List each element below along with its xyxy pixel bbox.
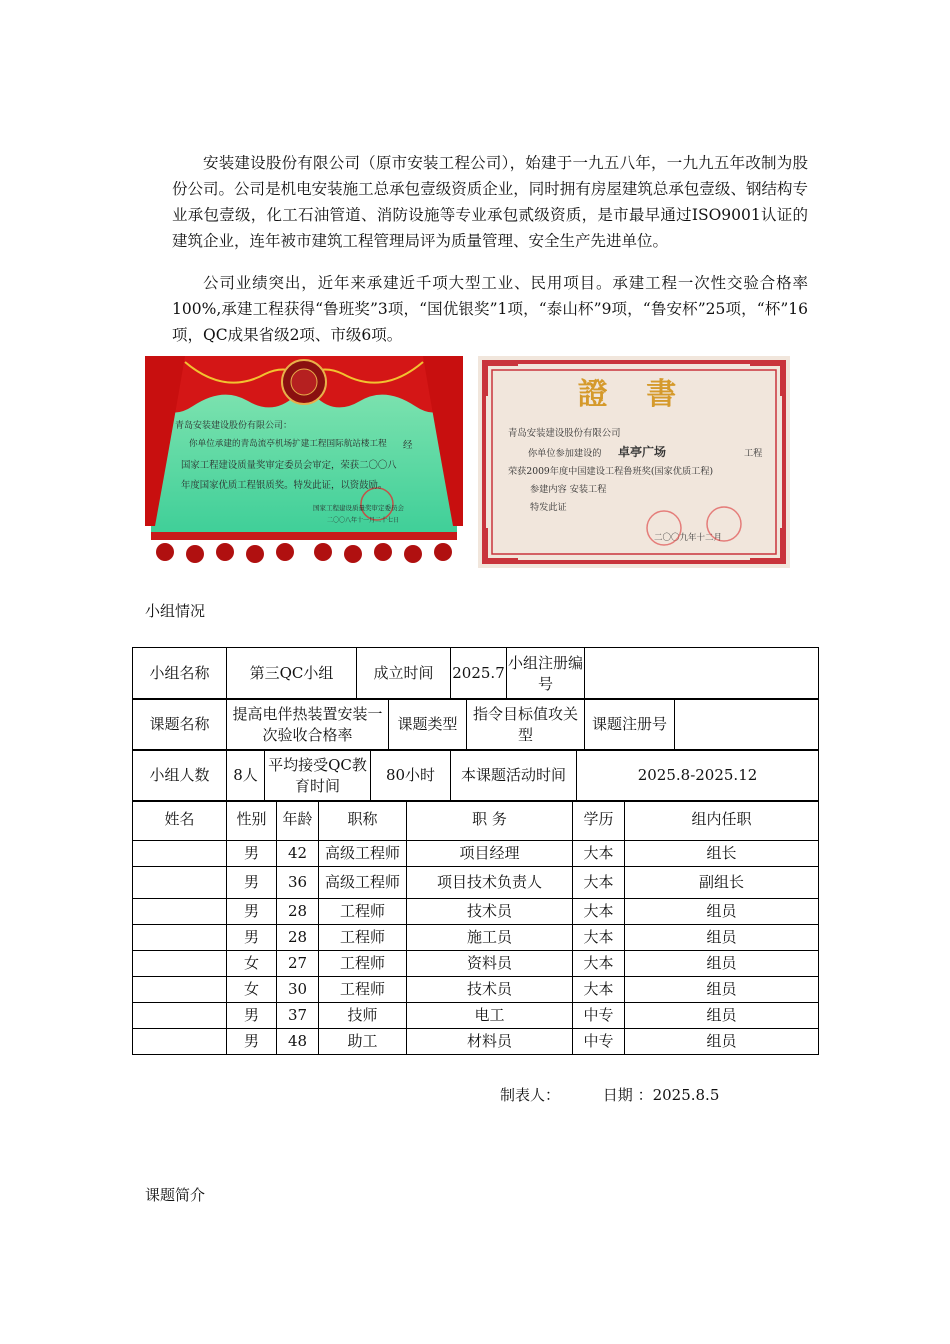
table-row <box>133 841 819 867</box>
member-title: 高级工程师 <box>319 841 407 867</box>
table-row <box>133 925 819 951</box>
table-row <box>133 977 819 1003</box>
member-position: 施工员 <box>407 925 573 951</box>
member-gender: 女 <box>227 977 277 1003</box>
member-role: 副组长 <box>625 867 819 899</box>
member-title: 助工 <box>319 1029 407 1055</box>
group-info-row-2 <box>132 698 819 751</box>
group-reg-value <box>585 648 819 700</box>
member-education: 大本 <box>573 899 625 925</box>
member-gender: 男 <box>227 1003 277 1029</box>
cert-right-title: 證 書 <box>577 377 691 412</box>
member-position: 项目经理 <box>407 841 573 867</box>
cert-left-line3: 年度国家优质工程银质奖。特发此证，以资鼓励。 <box>181 480 388 491</box>
maker-label: 制表人： <box>500 1086 561 1104</box>
member-title: 工程师 <box>319 899 407 925</box>
cert-left-line1: 你单位承建的青岛流亭机场扩建工程国际航站楼工程 <box>189 439 387 449</box>
cert-right-line1-a: 你单位参加建设的 <box>528 448 602 459</box>
member-gender: 男 <box>227 1029 277 1055</box>
silver-award-certificate <box>145 356 463 568</box>
member-age: 36 <box>277 867 319 899</box>
col-group-role: 组内任职 <box>625 801 819 841</box>
qc-education-label: 平均接受QC教育时间 <box>265 750 371 802</box>
cert-right-company: 青岛安装建设股份有限公司 <box>508 428 621 439</box>
member-position: 项目技术负责人 <box>407 867 573 899</box>
intro-paragraph-1: 安装建设股份有限公司（原市安装工程公司），始建于一九五八年，一九九五年改制为股份公司。公司是机电安装施工总承包壹级资质企业，同时拥有房屋建筑总承包壹级、钢结构专业承包壹级，化工石油管道、消防设施等专业承包贰级资质，是市最早通过ISO9001认证的建筑企业，连年被市建筑工程管理局评为质量管理、安全生产先进单位。 <box>172 154 808 250</box>
member-role: 组员 <box>625 899 819 925</box>
member-age: 37 <box>277 1003 319 1029</box>
col-name: 姓名 <box>133 801 227 841</box>
table-footer <box>500 1084 719 1105</box>
member-gender: 女 <box>227 951 277 977</box>
qc-education-value: 80小时 <box>371 750 451 802</box>
intro-paragraph-2: 公司业绩突出，近年来承建近千项大型工业、民用项目。承建工程一次性交验合格率100%,承建工程获得“鲁班奖”3项，“国优银奖”1项，“泰山杯”9项，“鲁安杯”25项，“杯”16项，QC成果省级2项、市级6项。 <box>172 274 808 344</box>
member-gender: 男 <box>227 925 277 951</box>
member-name <box>133 977 227 1003</box>
member-title: 工程师 <box>319 925 407 951</box>
member-education: 中专 <box>573 1029 625 1055</box>
founded-label: 成立时间 <box>357 648 451 700</box>
member-name <box>133 841 227 867</box>
member-age: 30 <box>277 977 319 1003</box>
col-age: 年龄 <box>277 801 319 841</box>
cert-left-line1-tail: 经 <box>403 440 413 451</box>
member-education: 大本 <box>573 867 625 899</box>
member-role: 组员 <box>625 951 819 977</box>
cert-left-company: 青岛安装建设股份有限公司： <box>175 421 293 431</box>
section-heading-topic: 课题简介 <box>145 1186 206 1204</box>
member-position: 电工 <box>407 1003 573 1029</box>
member-age: 28 <box>277 899 319 925</box>
member-role: 组员 <box>625 925 819 951</box>
col-position: 职 务 <box>407 801 573 841</box>
cert-right-line2: 荣获2009年度中国建设工程鲁班奖(国家优质工程) <box>508 466 714 477</box>
table-row <box>133 867 819 899</box>
topic-reg-value <box>675 699 819 751</box>
member-age: 27 <box>277 951 319 977</box>
member-position: 技术员 <box>407 977 573 1003</box>
activity-period-label: 本课题活动时间 <box>451 750 577 802</box>
topic-type-label: 课题类型 <box>389 699 467 751</box>
group-info-row-1 <box>132 647 819 700</box>
col-education: 学历 <box>573 801 625 841</box>
member-education: 大本 <box>573 977 625 1003</box>
table-row <box>133 951 819 977</box>
cert-left-issuer: 国家工程建设质量奖审定委员会 <box>313 504 404 512</box>
member-name <box>133 1029 227 1055</box>
member-name <box>133 951 227 977</box>
table-date: 日期 ：2025.8.5 <box>602 1086 720 1104</box>
member-name <box>133 867 227 899</box>
member-education: 中专 <box>573 1003 625 1029</box>
member-gender: 男 <box>227 867 277 899</box>
cert-right-line4: 特发此证 <box>530 502 567 513</box>
founded-value: 2025.7 <box>451 648 507 700</box>
group-info-row-3 <box>132 749 819 802</box>
member-education: 大本 <box>573 951 625 977</box>
luban-award-certificate <box>478 356 790 568</box>
member-gender: 男 <box>227 841 277 867</box>
cert-left-line2: 国家工程建设质量奖审定委员会审定，荣获二〇〇八 <box>181 460 397 471</box>
member-count-value: 8人 <box>227 750 265 802</box>
member-role: 组员 <box>625 977 819 1003</box>
member-name <box>133 1003 227 1029</box>
member-education: 大本 <box>573 925 625 951</box>
group-name-value: 第三QC小组 <box>227 648 357 700</box>
table-row <box>133 1029 819 1055</box>
member-education: 大本 <box>573 841 625 867</box>
member-gender: 男 <box>227 899 277 925</box>
member-title: 高级工程师 <box>319 867 407 899</box>
member-name <box>133 899 227 925</box>
member-position: 技术员 <box>407 899 573 925</box>
col-title: 职称 <box>319 801 407 841</box>
cert-right-date: 二〇〇九年十二月 <box>654 533 723 543</box>
member-title: 工程师 <box>319 977 407 1003</box>
member-age: 42 <box>277 841 319 867</box>
cert-left-date: 二〇〇八年十一月二十七日 <box>327 517 400 524</box>
member-age: 28 <box>277 925 319 951</box>
member-table <box>132 800 819 1055</box>
member-table-header <box>133 801 819 841</box>
member-count-label: 小组人数 <box>133 750 227 802</box>
member-position: 材料员 <box>407 1029 573 1055</box>
group-name-label: 小组名称 <box>133 648 227 700</box>
group-reg-label: 小组注册编号 <box>507 648 585 700</box>
col-gender: 性别 <box>227 801 277 841</box>
cert-right-line1-b: 工程 <box>744 448 763 459</box>
cert-right-project: 卓亭广场 <box>618 445 667 459</box>
topic-reg-label: 课题注册号 <box>585 699 675 751</box>
activity-period-value: 2025.8-2025.12 <box>577 750 819 802</box>
topic-name-label: 课题名称 <box>133 699 227 751</box>
member-age: 48 <box>277 1029 319 1055</box>
section-heading-group: 小组情况 <box>145 602 206 620</box>
member-position: 资料员 <box>407 951 573 977</box>
table-row <box>133 1003 819 1029</box>
member-title: 技师 <box>319 1003 407 1029</box>
member-role: 组员 <box>625 1029 819 1055</box>
topic-name-value: 提高电伴热装置安装一次验收合格率 <box>227 699 389 751</box>
topic-type-value: 指令目标值攻关型 <box>467 699 585 751</box>
cert-right-line3: 参建内容 安装工程 <box>530 484 607 495</box>
member-role: 组长 <box>625 841 819 867</box>
member-title: 工程师 <box>319 951 407 977</box>
member-name <box>133 925 227 951</box>
member-role: 组员 <box>625 1003 819 1029</box>
table-row <box>133 899 819 925</box>
